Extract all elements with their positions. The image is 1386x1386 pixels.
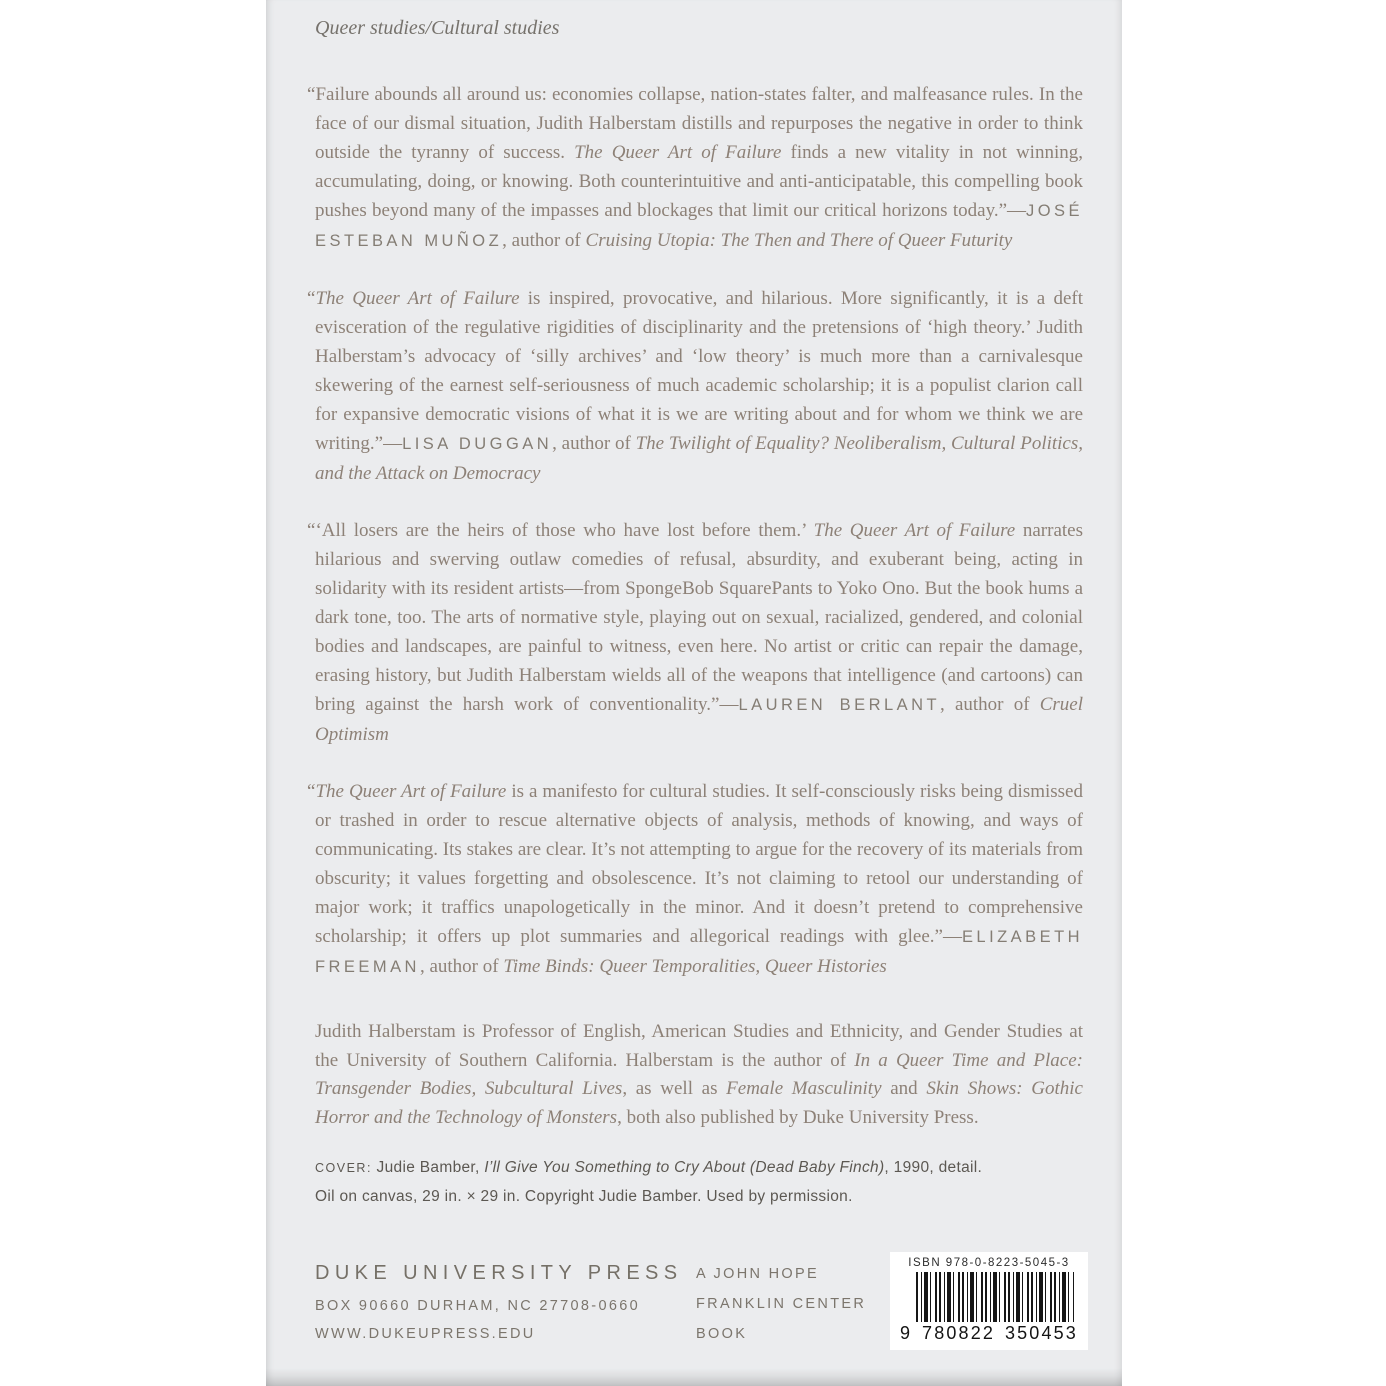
book-title-italic: The Queer Art of Failure [315, 781, 507, 802]
barcode-bars [916, 1272, 1074, 1322]
cover-content [307, 0, 1084, 1210]
attribution-dash: — [942, 926, 962, 947]
author-bio-paragraph [315, 1018, 1083, 1132]
blurb-text: “ [307, 288, 316, 309]
reviewer-work-title: The Twilight of Equality? Neoliberalism, Cultural Politics, and the Attack on Democracy [315, 433, 1084, 484]
barcode-digit-group: 9 [900, 1323, 913, 1343]
author-of-text: , author of [419, 956, 504, 977]
blurb-text: is a manifesto for cultural studies. It self-consciously risks being dismissed or trashed in order to rescue alternative objects of analysis, methods of knowing, and ways of communicating. Its stakes are clear. It’s not attempting to argue for the recovery of its materials from obscurity; it values forgetting and obsolescence. It’s not claiming to retool our understanding of major work; it traffics unapologetically in the minor. And it doesn’t pretend to comprehensive scholarship; it offers up plot summaries and allegorical readings with glee.” [315, 781, 1083, 947]
reviewer-work-title: Cruising Utopia: The Then and There of Queer Futurity [585, 230, 1013, 251]
reviewer-work-title: Cruel Optimism [315, 694, 1083, 745]
blurb-paragraph-3 [307, 516, 1083, 749]
publisher-website: WWW.DUKEUPRESS.EDU [315, 1326, 536, 1342]
book-title-italic: The Queer Art of Failure [813, 520, 1016, 541]
bio-text: Judith Halberstam is Professor of English, American Studies and Ethnicity, and Gender Studies at the University of Southern California. Halberstam is the author of [315, 1021, 1083, 1071]
cover-art-credit [315, 1154, 1083, 1210]
blurb-text: finds a new vitality in not winning, accumulating, doing, or knowing. Both counterintuitive and anti-anticipatable, this compelling book pushes beyond many of the impasses and blockages that limit our critical horizons today.” [315, 142, 1083, 221]
reviewer-name: JOSÉ ESTEBAN MUÑOZ [315, 202, 1083, 250]
bio-text: , both also published by Duke University Press. [617, 1106, 979, 1128]
book-bottom-edge-shadow [266, 1368, 1122, 1386]
attribution-dash: — [719, 694, 739, 715]
blurb-paragraph-4 [307, 777, 1083, 982]
credit-detail: , 1990, detail. [884, 1159, 983, 1176]
reviewer-work-title: Time Binds: Queer Temporalities, Queer Histories [503, 956, 887, 977]
credit-artist: Judie Bamber, [371, 1159, 485, 1176]
barcode-digit-group: 780822 [922, 1323, 996, 1343]
reviewer-name: ELIZABETH FREEMAN [315, 928, 1083, 976]
franklin-center-note [696, 1266, 866, 1356]
publisher-address: BOX 90660 DURHAM, NC 27708-0660 [315, 1298, 640, 1314]
book-back-cover [266, 0, 1122, 1386]
book-title-italic: The Queer Art of Failure [574, 142, 782, 163]
reviewer-name: LAUREN BERLANT [738, 696, 941, 714]
credit-label: COVER: [315, 1161, 372, 1175]
blurb-text: is inspired, provocative, and hilarious. More significantly, it is a deft evisceration of the regulative rigidities of disciplinarity and the pretensions of ‘high theory.’ Judith Halberstam’s advocacy of ‘silly archives’ and ‘low theory’ is much more than a carnivalesque skewering of the earnest self-seriousness of much academic scholarship; it is a populist clarion call for expansive democratic visions of what it is we are writing about and for whom we think we are writing.” [315, 288, 1084, 454]
credit-line-1 [315, 1154, 1083, 1183]
reviewer-name: LISA DUGGAN [402, 435, 553, 453]
bio-book-title: In a Queer Time and Place: Transgender Bodies, Subcultural Lives [315, 1049, 1083, 1099]
blurb-paragraph-1 [307, 80, 1083, 256]
book-title-italic: The Queer Art of Failure [315, 288, 520, 309]
bio-text: and [881, 1078, 927, 1099]
barcode-block [890, 1252, 1088, 1350]
credit-line-2: Oil on canvas, 29 in. × 29 in. Copyright Judie Bamber. Used by permission. [315, 1187, 853, 1205]
bio-book-title: Skin Shows: Gothic Horror and the Technology of Monsters [315, 1078, 1083, 1128]
category-header: Queer studies/Cultural studies [315, 17, 560, 39]
franklin-center-line: A JOHN HOPE [696, 1266, 820, 1282]
publisher-name: DUKE UNIVERSITY PRESS [315, 1262, 683, 1284]
barcode-digit-group: 350453 [1004, 1323, 1078, 1343]
author-of-text: , author of [502, 230, 586, 251]
bio-book-title: Female Masculinity [726, 1078, 882, 1099]
blurb-text: narrates hilarious and swerving outlaw comedies of refusal, absurdity, and exuberant being, acting in solidarity with its resident artists—from SpongeBob SquarePants to Yoko Ono. But the book hums a dark tone, too. The arts of normative style, playing out on sexual, racialized, gendered, and colonial bodies and landscapes, are painful to witness, even here. No artist or critic can repair the damage, erasing history, but Judith Halberstam wields all of the weapons that intelligence (and cartoons) can bring against the harsh work of conventionality.” [315, 520, 1083, 715]
attribution-dash: — [1007, 200, 1027, 221]
credit-artwork-title: I’ll Give You Something to Cry About (Dead Baby Finch) [484, 1159, 885, 1176]
blurb-text: “‘All losers are the heirs of those who have lost before them.’ [307, 520, 814, 541]
bio-text: , as well as [622, 1078, 727, 1099]
blurb-text: “ [307, 781, 316, 802]
franklin-center-line: BOOK [696, 1326, 748, 1342]
barcode-digits [900, 1323, 1078, 1344]
attribution-dash: — [383, 433, 403, 454]
author-of-text: , author of [940, 694, 1040, 715]
isbn-text: ISBN 978-0-8223-5045-3 [908, 1257, 1070, 1269]
publisher-block [315, 1262, 683, 1354]
blurb-paragraph-2 [307, 284, 1084, 488]
author-of-text: , author of [552, 433, 636, 454]
franklin-center-line: FRANKLIN CENTER [696, 1296, 867, 1312]
blurb-text: “Failure abounds all around us: economies collapse, nation-states falter, and malfeasance rules. In the face of our dismal situation, Judith Halberstam distills and repurposes the negative in order to think outside the tyranny of success. [307, 84, 1083, 163]
